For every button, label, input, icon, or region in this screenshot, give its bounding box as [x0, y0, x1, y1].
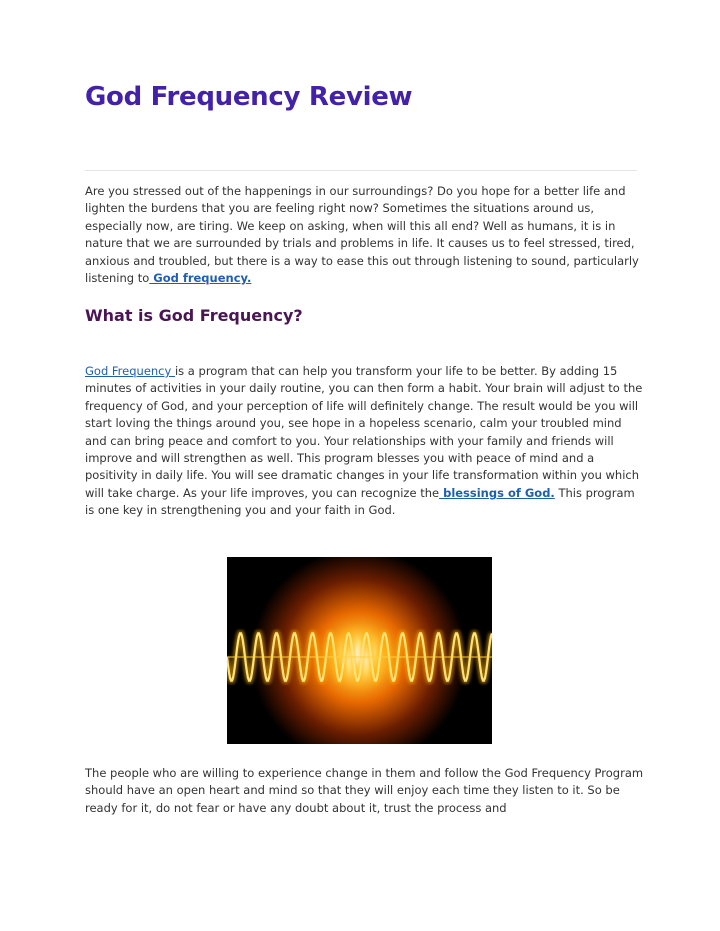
intro-paragraph	[85, 183, 645, 287]
closing-paragraph: The people who are willing to experience change in them and follow the God Frequency Program should have an open heart and mind so that they will enjoy each time they listen to it. So be ready for it, do not fear or have any doubt about it, trust the process and	[85, 766, 644, 815]
divider	[85, 170, 637, 171]
god-frequency-link[interactable]: God frequency.	[149, 271, 252, 286]
section-heading: What is God Frequency?	[85, 306, 303, 325]
section-text-end: This program is one key in strengthening you and your faith in God.	[85, 485, 635, 518]
section-text: is a program that can help you transform your life to be better. By adding 15 minutes of activities in your daily routine, you can then form a habit. Your brain will adjust to the frequency of God, and your perception of life will definitely change. The result would be you will start loving the things around you, see hope in a hopeless scenario, calm your troubled mind and can bring peace and comfort to you. Your relationships with your family and friends will improve and will strengthen as well. This program blesses you with peace of mind and a positivity in daily life. You will see dramatic changes in your life transformation within you which will take charge. As your life improves, you can recognize the	[85, 364, 643, 500]
page-title: God Frequency Review	[85, 82, 413, 112]
frequency-wave-image	[227, 557, 492, 744]
section-paragraph	[85, 363, 645, 520]
intro-text: Are you stressed out of the happenings in our surroundings? Do you hope for a better life and lighten the burdens that you are feeling right now? Sometimes the situations around us, especially now, are tiring. We keep on asking, when will this all end? Well as humans, it is in nature that we are surrounded by trials and problems in life. It causes us to feel stressed, tired, anxious and troubled, but there is a way to ease this out through listening to sound, particularly listening to	[85, 184, 639, 286]
frequency-wave-illustration	[227, 557, 492, 744]
blessings-of-god-link[interactable]: blessings of God.	[439, 485, 555, 500]
god-frequency-program-link[interactable]: God Frequency	[85, 364, 175, 378]
